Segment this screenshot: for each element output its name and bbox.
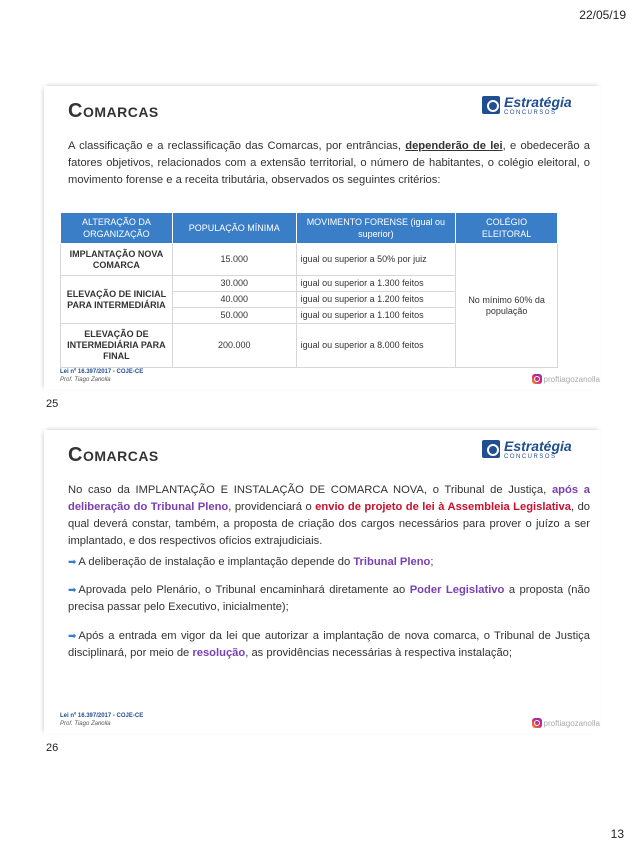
bullet-text: Aprovada pelo Plenário, o Tribunal encaminhará diretamente ao xyxy=(78,584,410,596)
estrategia-logo-icon xyxy=(482,440,500,458)
para-emphasis: dependerão de lei xyxy=(405,140,503,152)
para-text: , providenciará o xyxy=(228,501,316,513)
para-text: A classificação e a reclassificação das Comarcas, por entrâncias, xyxy=(68,140,406,152)
estrategia-logo xyxy=(482,434,594,464)
bullet-text: , as providências necessárias à respectiva instalação; xyxy=(245,647,513,659)
table-cell: igual ou superior a 8.000 feitos xyxy=(296,324,456,368)
estrategia-logo-icon xyxy=(482,96,500,114)
arrow-right-icon: ➡ xyxy=(68,557,77,568)
slide-title: Comarcas xyxy=(68,100,159,122)
slide-paragraph xyxy=(68,482,590,550)
table-cell: igual ou superior a 1.200 feitos xyxy=(296,292,456,308)
para-text: , do qual deverá constar, também, a proposta de criação dos cargos necessários para prover o juízo a ser implantado, e dos respectivos ofícios extrajudiciais. xyxy=(68,501,591,547)
row-label: ELEVAÇÃO DE INTERMEDIÁRIA PARA FINAL xyxy=(61,324,173,368)
logo-sub-text: CONCURSOS xyxy=(504,109,557,116)
instagram-icon xyxy=(532,718,542,728)
table-cell: 30.000 xyxy=(172,276,296,292)
para-emphasis: envio de projeto de lei à Assembleia Legislativa xyxy=(315,501,571,513)
bullet-item xyxy=(68,582,590,616)
row-label: ELEVAÇÃO DE INICIAL PARA INTERMEDIÁRIA xyxy=(61,276,173,324)
footer-prof: Prof. Tiago Zanolla xyxy=(60,377,111,383)
bullet-text: a proposta (não precisa passar pelo Executivo, inicialmente); xyxy=(68,584,590,613)
header-cell: POPULAÇÃO MÍNIMA xyxy=(172,213,296,244)
table-cell: igual ou superior a 1.300 feitos xyxy=(296,276,456,292)
bullet-item xyxy=(68,554,590,571)
bullet-text: Após a entrada em vigor da lei que autorizar a implantação de nova comarca, o Tribunal de Justiça disciplinará, por meio de xyxy=(68,630,590,659)
table-cell: 50.000 xyxy=(172,308,296,324)
table-header-row xyxy=(61,213,558,244)
logo-main-text: Estratégia xyxy=(504,437,572,454)
criteria-table xyxy=(60,212,558,368)
arrow-right-icon: ➡ xyxy=(68,585,77,596)
slide-footer-right xyxy=(532,374,600,384)
slide-footer-right xyxy=(532,718,600,728)
slide-number: 26 xyxy=(46,742,59,754)
instagram-handle: proftiagozanolla xyxy=(543,374,600,384)
slide-25 xyxy=(44,86,600,390)
bullet-item xyxy=(68,628,590,662)
instagram-handle: proftiagozanolla xyxy=(543,718,600,728)
colegio-cell: No mínimo 60% da população xyxy=(456,244,558,368)
slide-number: 25 xyxy=(46,398,59,410)
para-text: No caso da IMPLANTAÇÃO E INSTALAÇÃO DE COMARCA NOVA, o Tribunal de Justiça, xyxy=(68,484,552,496)
footer-law: Lei nº 16.397/2017 - COJE-CE xyxy=(60,369,144,375)
table-cell: 200.000 xyxy=(172,324,296,368)
header-cell: COLÉGIO ELEITORAL xyxy=(456,213,558,244)
bullet-emphasis: resolução xyxy=(192,647,246,659)
table-row xyxy=(61,244,558,276)
instagram-icon xyxy=(532,374,542,384)
bullet-text: A deliberação de instalação e implantação depende do xyxy=(78,556,354,568)
bullet-emphasis: Poder Legislativo xyxy=(409,584,505,596)
para-emphasis: Tribunal Pleno xyxy=(150,501,229,513)
page-number: 13 xyxy=(610,827,624,841)
print-date: 22/05/19 xyxy=(579,8,626,22)
footer-law: Lei nº 16.397/2017 - COJE-CE xyxy=(60,713,144,719)
slide-paragraph xyxy=(68,138,590,189)
para-text: , e obedecerão a fatores objetivos, relacionados com a extensão territorial, o número de habitantes, o colégio eleitoral, o movimento forense e a receita tributária, observados os seguintes critérios: xyxy=(68,140,591,186)
slide-footer-left xyxy=(60,368,143,384)
logo-sub-text: CONCURSOS xyxy=(504,453,557,460)
logo-main-text: Estratégia xyxy=(504,93,572,110)
bullet-emphasis: Tribunal Pleno xyxy=(353,556,431,568)
row-label: IMPLANTAÇÃO NOVA COMARCA xyxy=(61,244,173,276)
table-cell: igual ou superior a 1.100 feitos xyxy=(296,308,456,324)
slide-title: Comarcas xyxy=(68,444,159,466)
estrategia-logo xyxy=(482,90,594,120)
header-cell: MOVIMENTO FORENSE (igual ou superior) xyxy=(296,213,456,244)
table-cell: igual ou superior a 50% por juiz xyxy=(296,244,456,276)
header-cell: ALTERAÇÃO DA ORGANIZAÇÃO xyxy=(61,213,173,244)
bullet-text: ; xyxy=(430,556,434,568)
footer-prof: Prof. Tiago Zanolla xyxy=(60,721,111,727)
table-cell: 15.000 xyxy=(172,244,296,276)
para-emphasis: após a deliberação do xyxy=(68,484,590,513)
slide-footer-left xyxy=(60,712,143,728)
table-cell: 40.000 xyxy=(172,292,296,308)
arrow-right-icon: ➡ xyxy=(68,631,77,642)
slide-26 xyxy=(44,430,600,734)
